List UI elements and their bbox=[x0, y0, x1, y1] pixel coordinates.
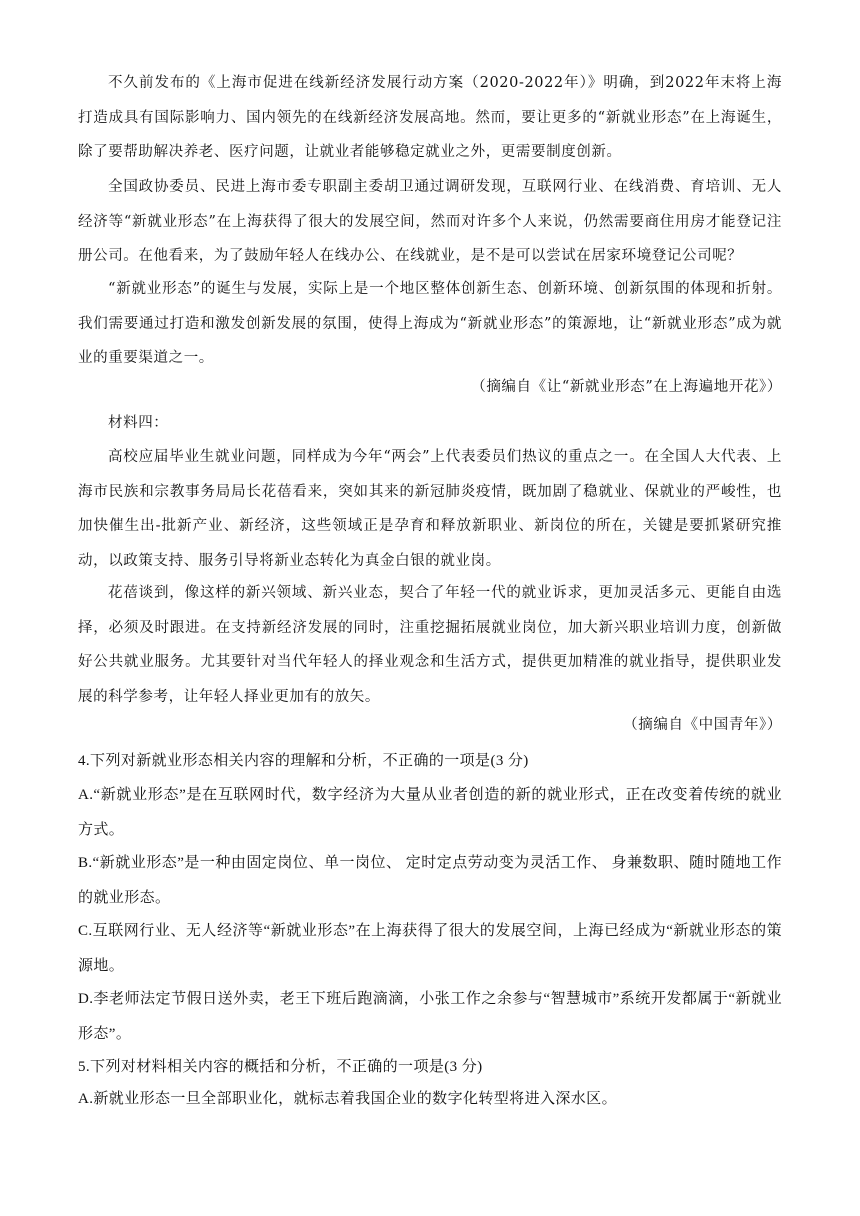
paragraph-5: 花蓓谈到，像这样的新兴领域、新兴业态，契合了年轻一代的就业诉求，更加灵活多元、更能自由选择，必须及时跟进。在支持新经济发展的同时，注重挖掘拓展就业岗位，加大新兴职业培训力度，创新做好公共就业服务。尤其要针对当代年轻人的择业观念和生活方式，提供更加精准的就业指导，提供职业发展的科学参考，让年轻人择业更加有的放矢。 bbox=[78, 585, 782, 705]
source-citation-2: （摘编自《中国青年》） bbox=[623, 717, 782, 733]
source-citation-1: （摘编自《让“新就业形态”在上海遍地开花》） bbox=[471, 379, 782, 395]
question-4-option-d: D.李老师法定节假日送外卖，老王下班后跑滴滴，小张工作之余参与“智慧城市”系统开发都属于“新就业形态”。 bbox=[78, 991, 782, 1042]
question-4: 4.下列对新就业形态相关内容的理解和分析，不正确的一项是(3 分) bbox=[78, 753, 529, 769]
question-4-option-c: C.互联网行业、无人经济等“新就业形态”在上海获得了很大的发展空间，上海已经成为“新就业形态的策源地。 bbox=[78, 923, 782, 974]
question-4-option-b: B.“新就业形态”是一种由固定岗位、单一岗位、 定时定点劳动变为灵活工作、 身兼数职、随时随地工作的就业形态。 bbox=[78, 855, 782, 906]
paragraph-4: 高校应届毕业生就业问题，同样成为今年“两会”上代表委员们热议的重点之一。在全国人大代表、上海市民族和宗教事务局局长花蓓看来，突如其来的新冠肺炎疫情，既加剧了稳就业、保就业的严峻性，也加快催生出-批新产业、新经济，这些领域正是孕育和释放新职业、新岗位的所在，关键是要抓紧研究推动，以政策支持、服务引导将新业态转化为真金白银的就业岗。 bbox=[78, 449, 782, 569]
question-4-option-a: A.“新就业形态”是在互联网时代，数字经济为大量从业者创造的新的就业形式，正在改变着传统的就业方式。 bbox=[78, 787, 782, 838]
material-four-label: 材料四： bbox=[108, 415, 169, 431]
question-5: 5.下列对材料相关内容的概括和分析，不正确的一项是(3 分) bbox=[78, 1059, 483, 1075]
question-5-option-a: A.新就业形态一旦全部职业化，就标志着我国企业的数字化转型将进入深水区。 bbox=[78, 1091, 617, 1107]
paragraph-2: 全国政协委员、民进上海市委专职副主委胡卫通过调研发现，互联网行业、在线消费、育培训、无人经济等“新就业形态”在上海获得了很大的发展空间，然而对许多个人来说，仍然需要商住用房才能登记注册公司。在他看来，为了鼓励年轻人在线办公、在线就业，是不是可以尝试在居家环境登记公司呢？ bbox=[78, 179, 782, 264]
paragraph-1: 不久前发布的《上海市促进在线新经济发展行动方案（2020-2022年）》明确，到2022年末将上海打造成具有国际影响力、国内领先的在线新经济发展高地。然而，要让更多的“新就业形态”在上海诞生，除了要帮助解决养老、医疗问题，让就业者能够稳定就业之外，更需要制度创新。 bbox=[78, 75, 782, 160]
paragraph-3: “新就业形态”的诞生与发展，实际上是一个地区整体创新生态、创新环境、创新氛围的体现和折射。我们需要通过打造和激发创新发展的氛围，使得上海成为“新就业形态”的策源地，让“新就业形态”成为就业的重要渠道之一。 bbox=[78, 281, 782, 366]
